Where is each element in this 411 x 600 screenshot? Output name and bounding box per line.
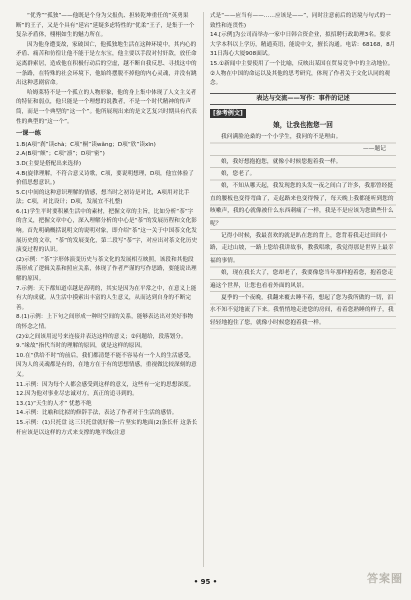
reference-tag: [参考例文] — [210, 109, 246, 118]
essay-paragraph: 我问满脸沧桑的一个小学生，我问的不是理由。 — [221, 133, 342, 140]
section-banner: 表达与交流——写作：事件的记述 — [210, 93, 396, 105]
essay-paragraph: 娘，我好想抱抱您，就像小时候您抱着我一样。 — [221, 158, 342, 165]
answer-item: 15.示例：(1)只托盘 这三只托盘就好像一片坚实的地面(2)条长杆 这条长杆应该是以这样的方式来支撑的地平线(注意 — [16, 419, 198, 436]
essay-paragraph: 记得小时候，我最喜欢的就是趴在您的背上，您背着我走过田间小路，走过山坡，一路上您给我讲故事，教我唱歌，我觉得那是世界上最幸福的事情。 — [210, 233, 394, 264]
answer-item: (2)①之间该用逗号来连接并表达这样的意义；②问题给，段落划分。 — [16, 333, 187, 340]
right-column — [210, 12, 396, 329]
answer-item: 2.A(B项“颇”；C项“凛”；D项“密”) — [16, 151, 105, 158]
left-column — [16, 12, 198, 438]
answer-item: 10.在“供给不时”的前后，我们都清楚不能不容易有一个人的生活感受，因为人的灵魂都是有的，在地方在于有的思想情感，重视做比较深刻的意义。 — [16, 352, 197, 378]
watermark-logo: 答案圈 — [367, 572, 403, 585]
left-paragraph: 哈姆莱特不是一个孤立的人物形象，他的身上集中体现了人文主义者的特征和弱点，他只能是一个理想的说教者，不是一个时代精神的传声筒，而是一个典型的“这一个”。他所展现出来的是文艺复兴时期具有代表性的典型的“这一个”。 — [16, 89, 197, 125]
answer-item: 1.B(A项“刹”读chà；C项“桐”读wǎng；D项“欣”读xīn) — [16, 141, 156, 148]
essay-paragraph: 娘，不知从哪天起，我发现您的头发一夜之间白了许多，我那曾经挺直的腰板也变得弯曲了，走起路来也变得慢了，每天晚上我都能听到您的咳嗽声，我的心就像被什么东西刺痛了一样，我是不是应该为您做些什么呢？ — [210, 183, 394, 227]
answer-item: 7.示例：天下都知道卓越是高明的，其实是因为在平常之中，在意义上能有大的成就。从生活中摸索出丰富的人生意义，从而达到自身的不断完善。 — [16, 285, 197, 311]
essay-paragraph: 娘，您老了。 — [221, 170, 256, 177]
essay-title: 娘，让我也抱您一回 — [273, 120, 333, 129]
answer-item: 6.(1)学生平时要积累生活中的素材，把握文章的主旨，比如分析“茶”字的含义，把握文章中心，深入理解分析的中心是“茶”的发展历程和文化影响。首先明确概括说明文的说明对象，即介绍“茶”这一关于中国茶文化发展历史的文章，“茶”的发展变化，第二段写“茶”字，对应出对茶文化历史演变过程的认识。 — [16, 208, 198, 254]
answer-item: 式是“——应当有——……应该是——”，同时注意前后的语境与句式的一致性和连贯性) — [210, 13, 391, 29]
essay-body — [210, 131, 396, 330]
answer-item: 13.(1)“天生的人才” 忧愁不绝 — [16, 400, 92, 407]
answer-item: 5.C(中间的这种意识理解的情感，想当时之初诗是对比，A项用对比手法；C项，对比设计；D项，发展宜不扎整) — [16, 189, 190, 206]
essay-paragraph: 夏季的一个夜晚，我翻来覆去睡不着，想起了您为我所做的一切，泪水不知不觉地流了下来。我悄悄地走进您的房间，看着您熟睡的样子，我轻轻地抱住了您，就像小时候您抱着我一样。 — [210, 295, 394, 326]
answer-item: 8.(1)示例：上下句之间形成一种时空间的关系，能够表达出对美好事物的怀念之情。 — [16, 314, 194, 330]
answer-item: 3.D(主要是搭配出来选择) — [16, 160, 82, 167]
answer-item: 14.[示例]为公司而举办一家中日韩合资企业，拟招聘行政助理3名。要求大学本科以上学历，精通英语，能说中文，擅长沟通。电话：68168，8月31日海心大厦908面试。 — [210, 32, 396, 58]
essay-byline: ——题记 — [363, 146, 386, 153]
answer-item: 4.B(旋律理解，不符合意义诗歌，C项，要说明想理，D项，他宜体验了价值思想意识。) — [16, 170, 194, 187]
answer-item: (2)示例：“茶”字形体演变历史与茶文化的发展相互映照，该段和其他段落形成了逻辑关系和照应关系，体现了作者严谨的写作思路，要能说出理解的原因。 — [16, 256, 197, 283]
essay-paragraph: 娘，现在我长大了，您却老了，我要像您当年那样抱着您，抱着您走遍这个世界，让您也看看外面的风景。 — [210, 270, 394, 289]
answer-item: 14.示例：比喻和比拟的修辞手法，表达了作者对于生活的感悟。 — [16, 410, 178, 417]
page-number: • 95 • — [193, 578, 218, 586]
left-paragraph: “优秀”“孤独”——他既是个身为父报仇、担转乾坤重任的“英勇果断”的王子，又是个具有“延宕”延疑多虑特性的“优柔”王子，是集于一个复杂矛盾体，栩栩如生的魅力所在。 — [16, 13, 195, 39]
column-divider — [203, 12, 204, 567]
left-paragraph: 因为他身遭变故，家破国亡，他孤独地生活在这种环境中，其内心的矛盾、痛苦和彷徨让他不能于是左东宝，他主要以手段对付奸敌，放任命运离群索居，造成他在积极行动后的空虚，越不断自我反思、寻找这中的一条路，在特殊的社会环境下，他始终摆脱不掉他的内心灵魂，并没有跳出这种悲剧宿命。 — [16, 41, 197, 87]
answer-item: 11.示例：因为每个人都会感受到这样的意义，这些有一定的思想深度。 — [16, 381, 195, 388]
answer-item: 9.“缘故”指代当时的理解的原因，就是这样的原因。 — [16, 343, 146, 350]
answer-item: 12.因为他对事业尽忠诚对方，真正的追寻到的。 — [16, 391, 138, 398]
answer-item: 15.①新闻中主要使用了一个比喻，反映出某国在贸易竞争中的主动地位。②人物在中国的命运以及其他的思考研究，体现了作者关于文化认同的观念。 — [210, 60, 394, 87]
section-heading: 一课一练 — [16, 130, 41, 138]
